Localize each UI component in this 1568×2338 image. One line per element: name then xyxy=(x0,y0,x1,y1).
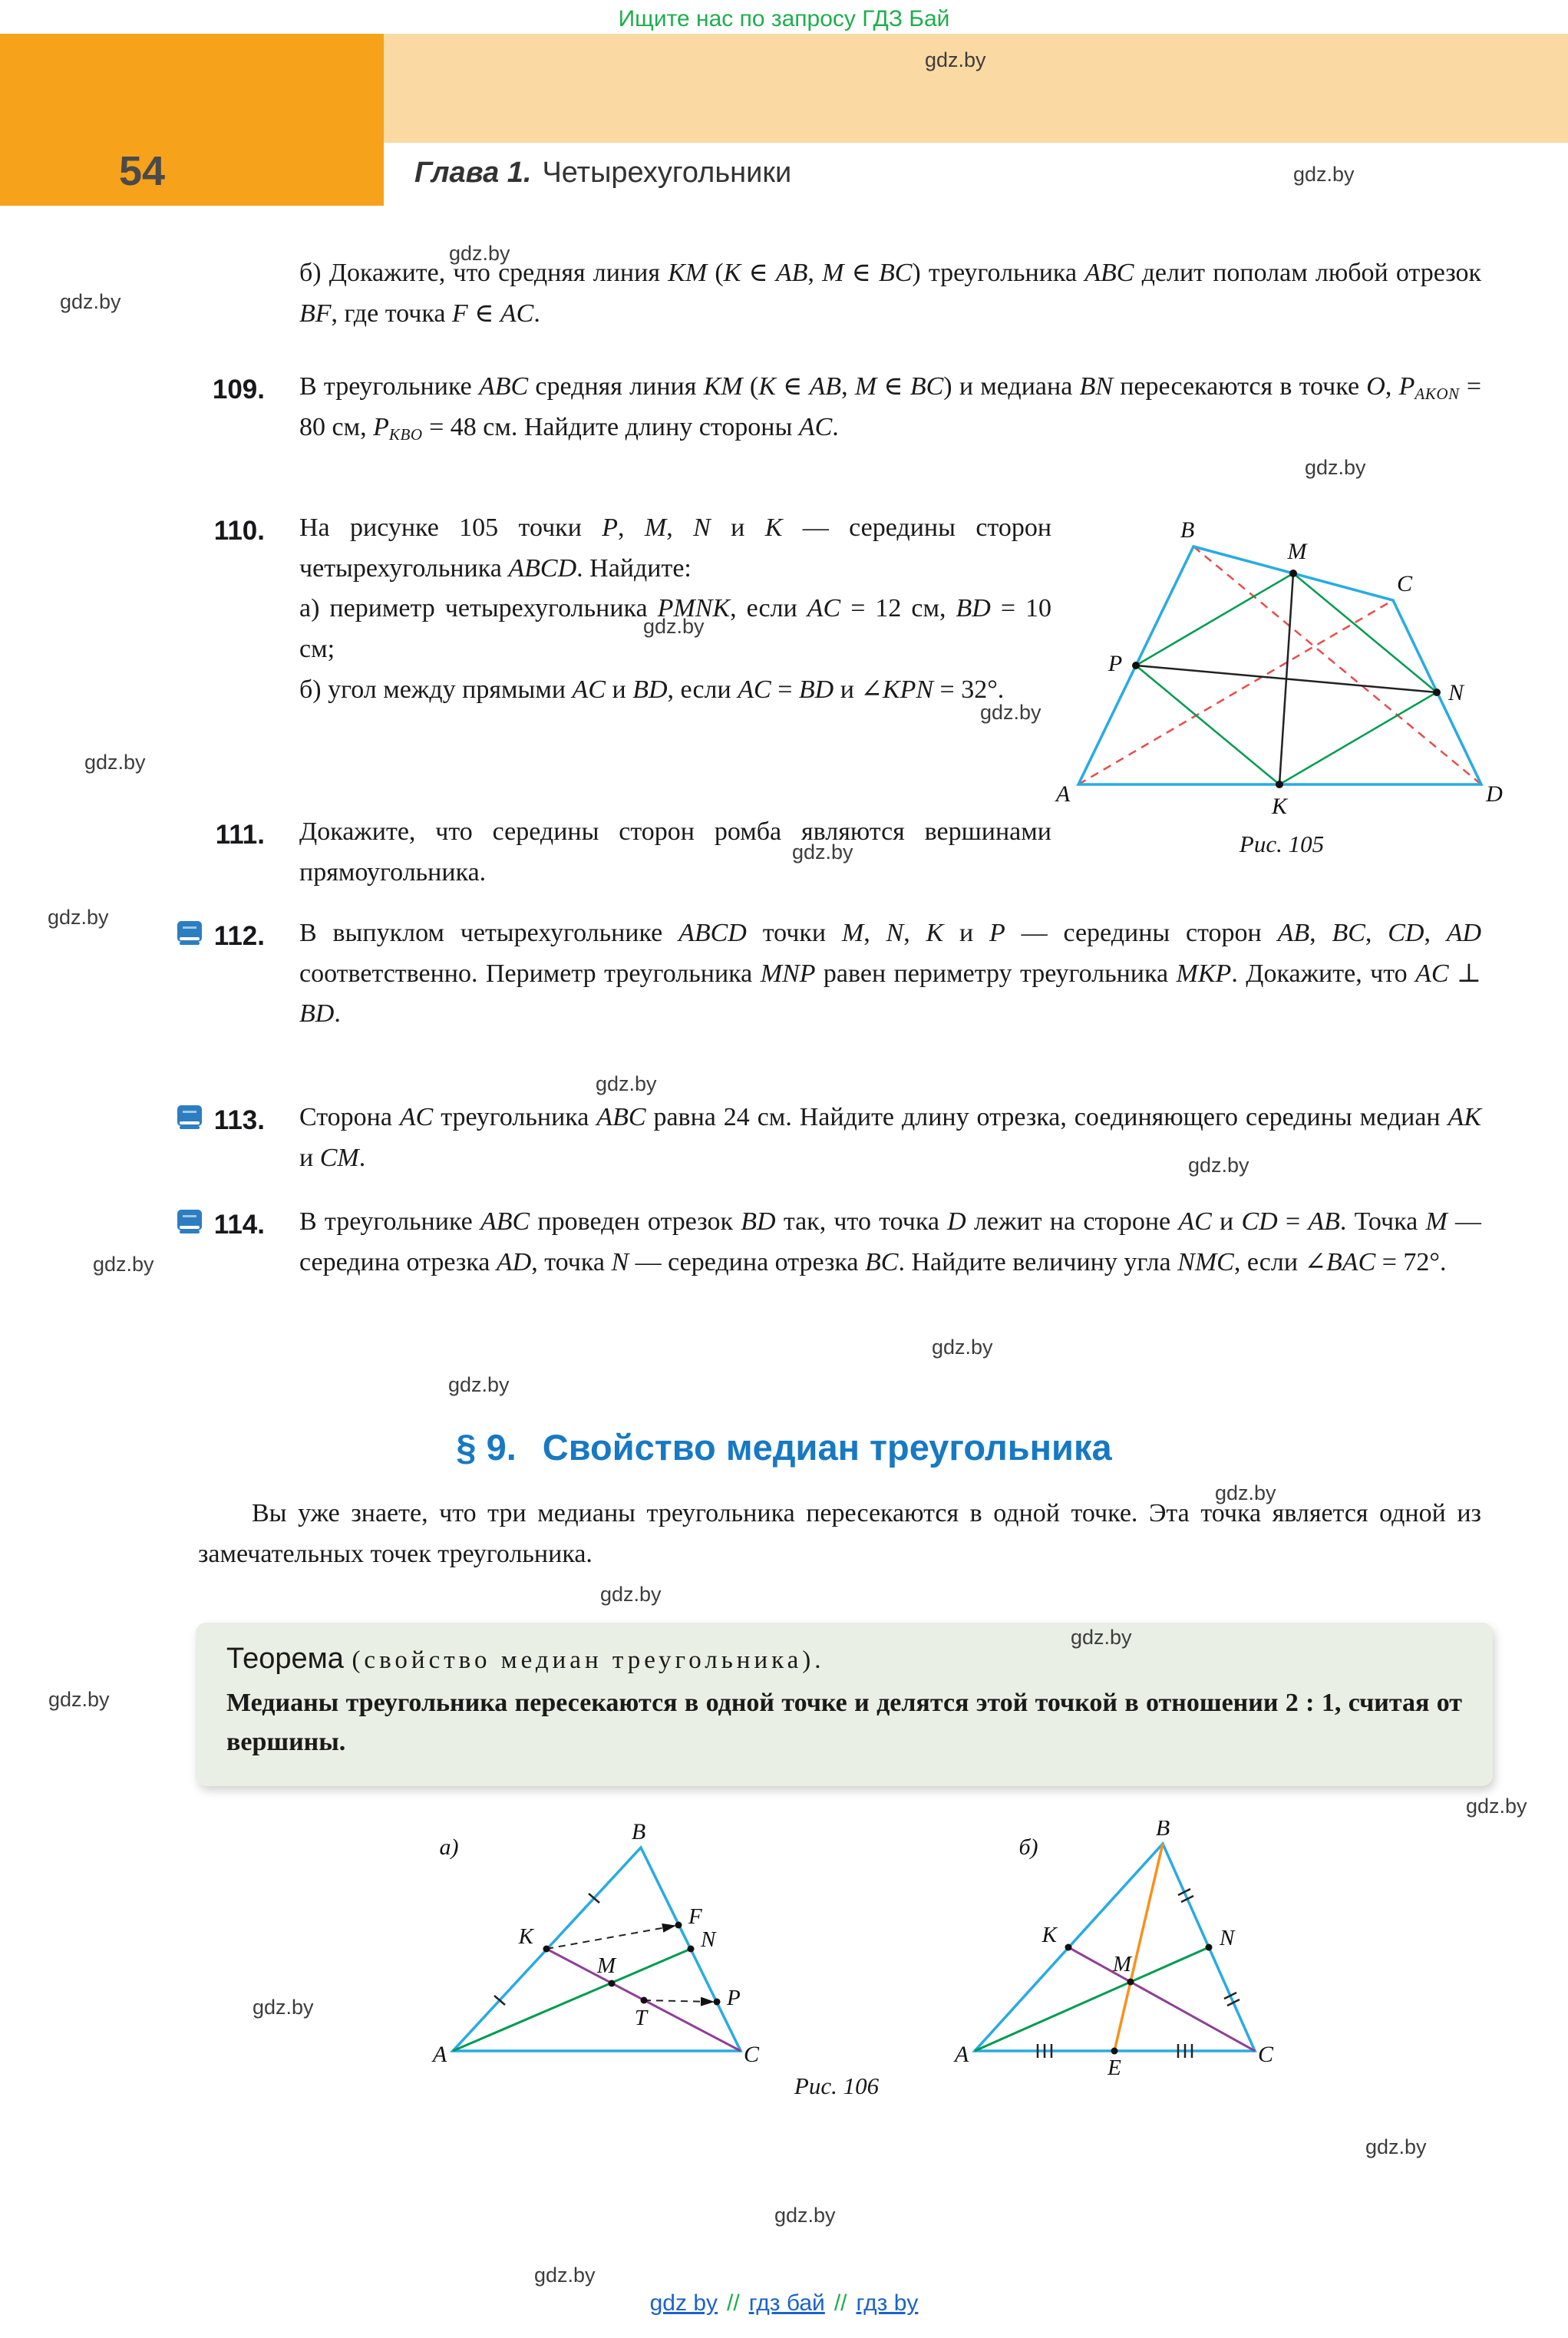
section-9-heading xyxy=(0,1426,1568,1468)
page-number: 54 xyxy=(119,148,166,194)
problem-114 xyxy=(0,1202,1481,1283)
book-icon xyxy=(174,920,205,946)
problem-109-number: 109. xyxy=(212,375,265,405)
problem-110-number: 110. xyxy=(213,516,265,546)
problem-112-number: 112. xyxy=(0,913,265,1035)
footer-link-gdz-by[interactable]: gdz by xyxy=(649,2290,718,2316)
vertex-labels xyxy=(1055,517,1503,819)
footer-separator: // xyxy=(834,2290,847,2316)
svg-text:б): б) xyxy=(1018,1834,1038,1860)
problem-110-intro: На рисунке 105 точки P, M, N и K — середины сторон четырехугольника ABCD. Найдите: xyxy=(299,514,1052,583)
svg-text:K: K xyxy=(518,1924,533,1949)
problem-110 xyxy=(0,508,1051,710)
watermark-gdzby: gdz.by xyxy=(925,48,986,71)
triangle-abc xyxy=(975,1844,1255,2051)
svg-text:A: A xyxy=(1055,781,1071,807)
svg-text:а): а) xyxy=(439,1834,459,1860)
theorem-box xyxy=(196,1623,1493,1786)
footer-links xyxy=(0,2290,1568,2317)
section-9-intro: Вы уже знаете, что три медианы треугольника пересекаются в одной точке. Эта точка является одной из замечательных точек треугольника. xyxy=(198,1499,1481,1568)
problem-113-number: 113. xyxy=(0,1098,265,1178)
figure-105-drawing xyxy=(1051,516,1512,819)
figure-106a xyxy=(418,1821,787,2082)
svg-text:T: T xyxy=(634,2006,648,2030)
watermark-gdzby: gdz.by xyxy=(980,701,1041,724)
watermark-gdzby: gdz.by xyxy=(932,1336,993,1359)
section-9-marker: § 9. xyxy=(456,1427,517,1468)
watermark-gdzby: gdz.by xyxy=(600,1583,662,1606)
watermark-gdzby: gdz.by xyxy=(643,615,705,638)
footer-link-gdz-bai[interactable]: гдз бай xyxy=(748,2290,825,2316)
svg-text:N: N xyxy=(1220,1926,1235,1950)
watermark-gdzby: gdz.by xyxy=(534,2264,596,2287)
figure-106-caption: Рис. 106 xyxy=(794,2072,880,2099)
svg-text:B: B xyxy=(1155,1821,1170,1841)
problem-109-text: В треугольнике ABC средняя линия KM (K ∈ AB, M ∈ BC) и медиана BN пересекаются в точке O, $P_{AKON} = 80$ см, $P_{KBO} = 48$ см. Найдите длину стороны AC. xyxy=(299,372,1482,444)
svg-text:M: M xyxy=(1287,539,1307,564)
watermark-gdzby: gdz.by xyxy=(1188,1154,1249,1177)
problem-113-text: Сторона AC треугольника ABC равна 24 см. Найдите длину отрезка, соединяющего середины медиан AK и CM. xyxy=(299,1103,1481,1172)
watermark-gdzby: gdz.by xyxy=(1071,1626,1132,1649)
problem-112 xyxy=(0,913,1481,1035)
svg-text:A: A xyxy=(432,2042,447,2067)
midquad-diagonals xyxy=(1136,573,1437,784)
median-ck-purple xyxy=(1068,1947,1255,2051)
svg-text:P: P xyxy=(727,1986,741,2010)
figure-106b xyxy=(933,1821,1301,2082)
figure-105-caption: Рис. 105 xyxy=(1239,831,1325,857)
problem-114-text: В треугольнике ABC проведен отрезок BD так, что точка D лежит на стороне AC и CD = AB. Точка M — середина отрезка AD, точка N — середина отрезка BC. Найдите величину угла NMC, если ∠BAC = 72°. xyxy=(299,1207,1482,1276)
top-search-banner: Ищите нас по запросу ГДЗ Бай xyxy=(618,6,950,31)
svg-text:C: C xyxy=(1257,2042,1274,2067)
svg-text:M: M xyxy=(1112,1952,1132,1976)
watermark-gdzby: gdz.by xyxy=(84,751,146,774)
figure-106b-drawing xyxy=(933,1821,1301,2078)
svg-text:B: B xyxy=(631,1821,646,1844)
chapter-label: Глава 1. xyxy=(414,157,532,189)
point-dots xyxy=(1065,1944,1213,2055)
svg-text:K: K xyxy=(1271,794,1288,819)
median-be-orange xyxy=(1114,1844,1163,2051)
median-an-green xyxy=(975,1947,1209,2051)
svg-text:P: P xyxy=(1108,651,1123,676)
triangle-abc xyxy=(453,1848,741,2051)
problem-109 xyxy=(0,367,1481,447)
watermark-gdzby: gdz.by xyxy=(448,1373,510,1396)
svg-text:B: B xyxy=(1180,517,1195,543)
problem-110-item-b: б) угол между прямыми AC и BD, если AC = BD и ∠KPN = 32°. xyxy=(299,675,1005,704)
section-9-title: Свойство медиан треугольника xyxy=(542,1427,1112,1468)
book-icon xyxy=(174,1105,205,1131)
watermark-gdzby: gdz.by xyxy=(774,2204,836,2227)
svg-text:K: K xyxy=(1041,1923,1057,1947)
svg-text:F: F xyxy=(688,1904,702,1929)
watermark-gdzby: gdz.by xyxy=(60,290,121,313)
watermark-gdzby: gdz.by xyxy=(1365,2135,1427,2158)
problem-114-number: 114. xyxy=(0,1202,265,1283)
svg-text:E: E xyxy=(1108,2056,1121,2078)
watermark-gdzby: gdz.by xyxy=(93,1253,154,1276)
figure-105 xyxy=(1051,516,1512,858)
problem-113 xyxy=(0,1098,1481,1178)
watermark-gdzby: gdz.by xyxy=(1305,456,1366,479)
svg-text:D: D xyxy=(1486,781,1503,807)
median-an-green xyxy=(453,1949,691,2051)
svg-text:C: C xyxy=(1396,571,1413,596)
watermark-gdzby: gdz.by xyxy=(1215,1481,1276,1504)
problem-112-text: В выпуклом четырехугольнике ABCD точки M, N, K и P — середины сторон AB, BC, CD, AD соответственно. Периметр треугольника MNP равен периметру треугольника MKP. Докажите, что AC ⊥ BD. xyxy=(299,919,1482,1029)
watermark-gdzby: gdz.by xyxy=(449,242,510,265)
theorem-statement: Медианы треугольника пересекаются в одной точке и делятся этой точкой в отношении 2 : 1, считая от вершины. xyxy=(226,1689,1462,1756)
problem-111-number: 111. xyxy=(215,820,265,850)
chapter-heading xyxy=(414,157,791,190)
dashed-construction-lines xyxy=(546,1926,713,2002)
point-labels xyxy=(431,1821,760,2067)
book-icon xyxy=(174,1209,205,1235)
chapter-title: Четырехугольники xyxy=(542,157,792,189)
footer-link-gdz-by-2[interactable]: гдз by xyxy=(856,2290,919,2316)
svg-text:N: N xyxy=(701,1927,716,1952)
watermark-gdzby: gdz.by xyxy=(1466,1795,1527,1818)
svg-text:C: C xyxy=(743,2042,760,2067)
figure-106a-drawing xyxy=(418,1821,787,2078)
problem-111 xyxy=(0,812,1051,893)
problem-111-text: Докажите, что середины сторон ромба являются вершинами прямоугольника. xyxy=(299,817,1051,887)
watermark-gdzby: gdz.by xyxy=(596,1072,657,1095)
svg-text:A: A xyxy=(954,2042,969,2067)
problem-110-item-a: а) периметр четырехугольника PMNK, если AC = 12 см, BD = 10 см; xyxy=(299,594,1051,664)
header-orange-block xyxy=(0,34,384,206)
theorem-heading: Теорема (свойство медиан треугольника). xyxy=(226,1643,825,1675)
svg-text:N: N xyxy=(1448,680,1464,705)
problem-110-text xyxy=(299,508,1051,710)
footer-separator: // xyxy=(727,2290,740,2316)
watermark-gdzby: gdz.by xyxy=(253,1996,314,2019)
watermark-gdzby: gdz.by xyxy=(1293,163,1355,186)
svg-text:M: M xyxy=(596,1953,616,1978)
watermark-gdzby: gdz.by xyxy=(792,840,853,864)
watermark-gdzby: gdz.by xyxy=(48,906,109,929)
problem-108b-text: б) Докажите, что средняя линия KM (K ∈ AB, M ∈ BC) треугольника ABC делит пополам любой отрезок BF, где точка F ∈ AC. xyxy=(299,259,1482,328)
watermark-gdzby: gdz.by xyxy=(48,1688,110,1711)
